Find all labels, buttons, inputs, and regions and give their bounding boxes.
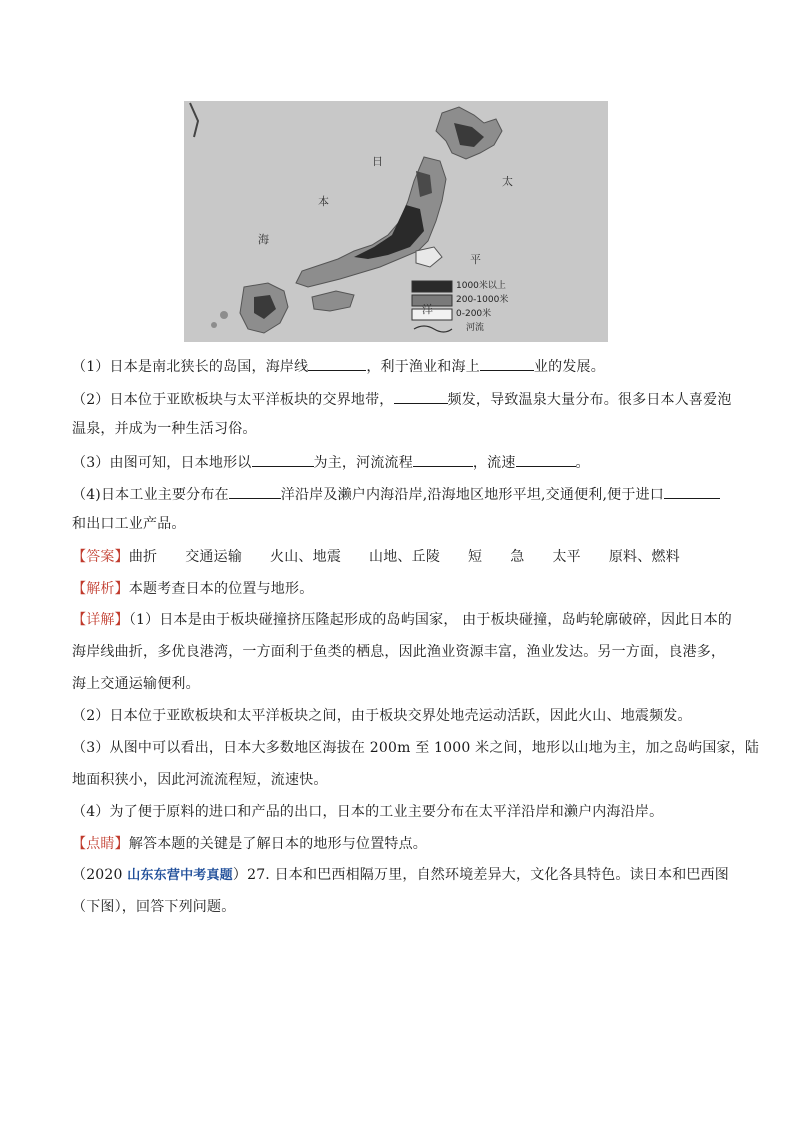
detail-tag: 【详解】	[72, 612, 129, 628]
detail-p1-line3: 海上交通运输便利。	[72, 676, 200, 692]
answer-item: 太平	[552, 549, 581, 565]
answer-item: 曲折	[128, 549, 158, 565]
question-1: （1）日本是南北狭长的岛国，海岸线 ，利于渔业和海上 业的发展。	[72, 356, 605, 376]
next-question: （2020 山东东营中考真题）27. 日本和巴西相隔万里，自然环境差异大，文化各具特色。读日本和巴西图	[72, 867, 730, 883]
tip-line: 【点睛】解答本题的关键是了解日本的地形与位置特点。	[72, 836, 428, 852]
blank-q3-2[interactable]	[413, 452, 473, 467]
map-label-sea-2: 本	[318, 195, 329, 208]
detail-p3: （3）从图中可以看出，日本大多数地区海拔在 200m 至 1000 米之间，地形以山地为主，加之岛屿国家，陆	[72, 740, 760, 756]
detail-p2: （2）日本位于亚欧板块和太平洋板块之间，由于板块交界处地壳运动活跃，因此火山、地震频发。	[72, 708, 692, 724]
map-label-sea-1: 日	[372, 155, 383, 168]
answer-item: 急	[510, 549, 525, 565]
answer-line	[72, 548, 708, 566]
blank-q1-2[interactable]	[480, 356, 534, 371]
blank-q2-1[interactable]	[394, 389, 448, 404]
blank-q1-1[interactable]	[308, 356, 366, 371]
legend-label-river: 河流	[466, 323, 485, 333]
question-4: （4)日本工业主要分布在 洋沿岸及濑户内海沿岸,沿海地区地形平坦,交通便利,便于进口	[72, 484, 720, 504]
detail-p3-line2: 地面积狭小，因此河流流程短，流速快。	[72, 772, 328, 788]
answer-tag: 【答案】	[72, 549, 129, 565]
japan-map	[184, 101, 608, 342]
detail-p1-line2: 海岸线曲折，多优良港湾，一方面利于鱼类的栖息，因此渔业资源丰富，渔业发达。另一方面，良港多，	[72, 644, 726, 660]
legend-river-symbol	[414, 326, 452, 332]
map-label-ocean-1: 太	[502, 175, 513, 188]
answer-item: 原料、燃料	[608, 549, 680, 565]
legend-high-swatch	[412, 281, 452, 292]
legend-label-high: 1000米以上	[456, 281, 506, 291]
question-source: 山东东营中考真题	[127, 868, 233, 883]
detail-p1: 【详解】（1）日本是由于板块碰撞挤压隆起形成的岛屿国家， 由于板块碰撞，岛屿轮廓破碎，因此日本的	[72, 612, 732, 628]
blank-q4-1[interactable]	[229, 484, 281, 499]
blank-q4-2[interactable]	[664, 484, 720, 499]
answer-item: 山地、丘陵	[369, 549, 441, 565]
map-label-ocean-2: 平	[470, 253, 481, 266]
answer-item: 交通运输	[185, 549, 243, 565]
answer-item: 火山、地震	[270, 549, 342, 565]
analysis-line: 【解析】本题考查日本的位置与地形。	[72, 581, 314, 597]
blank-q3-3[interactable]	[516, 452, 576, 467]
map-label-sea-3: 海	[258, 233, 269, 246]
question-4-cont: 和出口工业产品。	[72, 516, 186, 532]
detail-p4: （4）为了便于原料的进口和产品的出口，日本的工业主要分布在太平洋沿岸和濑户内海沿岸。	[72, 804, 664, 820]
tip-tag: 【点睛】	[72, 836, 129, 852]
answer-item: 短	[468, 549, 483, 565]
question-3: （3）由图可知，日本地形以 为主，河流流程 ，流速 。	[72, 452, 590, 472]
question-2-cont: 温泉，并成为一种生活习俗。	[72, 421, 257, 437]
japan-map-graphic	[184, 101, 608, 342]
next-question-cont: （下图），回答下列问题。	[72, 899, 236, 915]
map-label-ocean-3: 洋	[422, 303, 433, 316]
analysis-tag: 【解析】	[72, 581, 129, 597]
blank-q3-1[interactable]	[252, 452, 314, 467]
legend-label-mid: 200-1000米	[456, 295, 509, 305]
legend-label-low: 0-200米	[456, 309, 492, 319]
question-2: （2）日本位于亚欧板块与太平洋板块的交界地带， 频发，导致温泉大量分布。很多日本人喜爱泡	[72, 389, 732, 409]
